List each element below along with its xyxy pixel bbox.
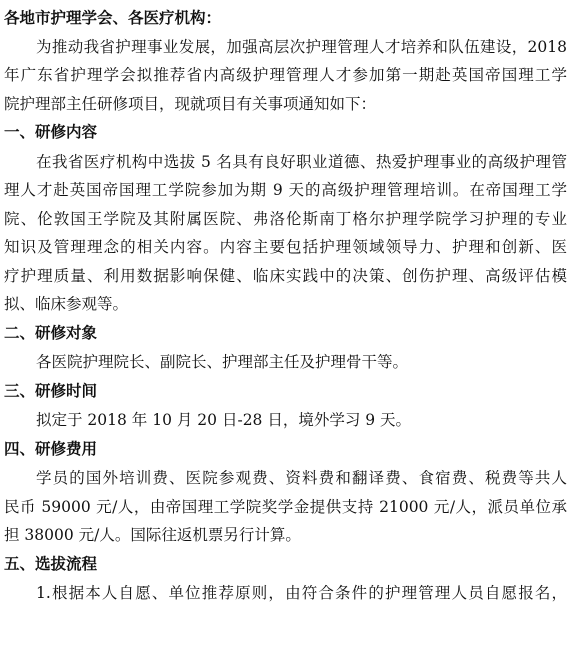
section-heading: 五、选拔流程 xyxy=(4,554,98,573)
section-line: 学员的国外培训费、医院参观费、资料费和翻译费、食宿费、税费等共人 xyxy=(36,469,567,487)
section-heading: 三、研修时间 xyxy=(4,381,98,400)
section-heading: 四、研修费用 xyxy=(4,439,98,458)
intro-line: 年广东省护理学会拟推荐省内高级护理管理人才参加第一期赴英国帝国理工学 xyxy=(4,66,567,84)
section-line: 各医院护理院长、副院长、护理部主任及护理骨干等。 xyxy=(36,353,409,371)
section-line: 在我省医疗机构中选拔 5 名具有良好职业道德、热爱护理事业的高级护理管 xyxy=(36,152,567,171)
section-line: 理人才赴英国帝国理工学院参加为期 9 天的高级护理管理培训。在帝国理工学 xyxy=(4,181,567,199)
section-content xyxy=(4,118,567,319)
section-line: 担 38000 元/人。国际往返机票另行计算。 xyxy=(4,526,301,544)
intro-paragraph xyxy=(4,33,567,119)
section-heading: 二、研修对象 xyxy=(4,323,98,342)
section-participants xyxy=(4,319,567,377)
section-line: 知识及管理理念的相关内容。内容主要包括护理领域领导力、护理和创新、医 xyxy=(4,238,567,256)
section-line: 疗护理质量、利用数据影响保健、临床实践中的决策、创伤护理、高级评估模 xyxy=(4,266,567,285)
section-selection xyxy=(4,550,567,608)
section-line: 院、伦敦国王学院及其附属医院、弗洛伦斯南丁格尔护理学院学习护理的专业 xyxy=(4,209,567,228)
section-line: 拟定于 2018 年 10 月 20 日-28 日，境外学习 9 天。 xyxy=(36,411,412,429)
section-line: 1.根据本人自愿、单位推荐原则，由符合条件的护理管理人员自愿报名， xyxy=(36,584,567,602)
salutation: 各地市护理学会、各医疗机构： xyxy=(4,9,222,27)
section-time xyxy=(4,377,567,435)
intro-line: 院护理部主任研修项目，现就项目有关事项通知如下： xyxy=(4,94,377,113)
section-line: 民币 59000 元/人，由帝国理工学院奖学金提供支持 21000 元/人，派员单位承 xyxy=(4,497,567,516)
intro-line: 为推动我省护理事业发展，加强高层次护理管理人才培养和队伍建设，2018 xyxy=(36,37,567,56)
section-line: 拟、临床参观等。 xyxy=(4,295,129,313)
section-heading: 一、研修内容 xyxy=(4,123,98,141)
section-fees xyxy=(4,435,567,550)
